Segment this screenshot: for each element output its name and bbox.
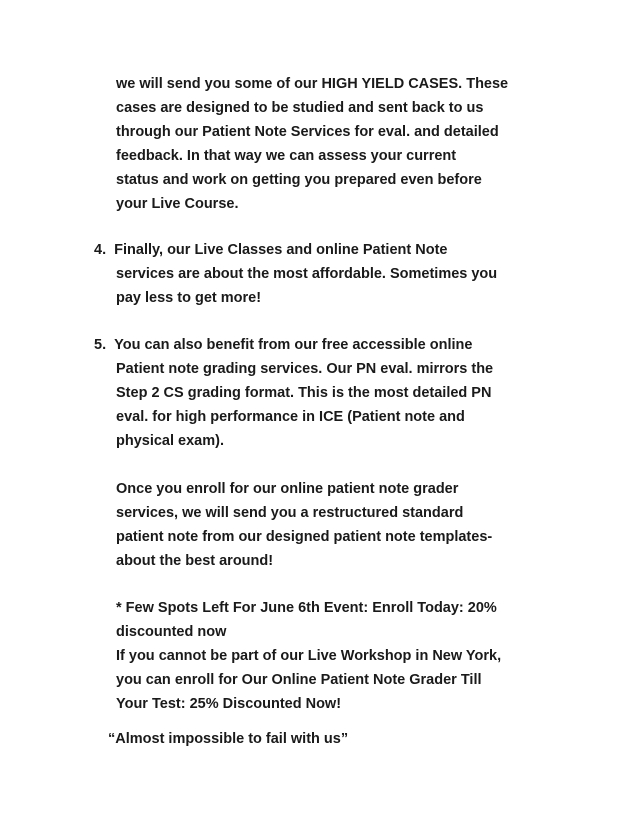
spots-line-2: discounted now [116,624,227,640]
enroll-line-3: patient note from our designed patient note templates- [116,529,493,545]
list-item-4-line-3: pay less to get more! [116,290,262,306]
spots-line-4: you can enroll for Our Online Patient Note Grader Till [116,672,482,688]
list-item-4-line-1: Finally, our Live Classes and online Patient Note [114,242,448,258]
list-item-5-line-2: Patient note grading services. Our PN eval. mirrors the [116,361,494,377]
intro-line-3: through our Patient Note Services for eval. and detailed [116,124,499,140]
spots-line-5: Your Test: 25% Discounted Now! [116,696,342,712]
enroll-line-1: Once you enroll for our online patient note grader [116,481,459,497]
list-item-5 [94,333,584,453]
list-item-4-line-2: services are about the most affordable. Sometimes you [116,266,498,282]
closing-quote [108,727,508,751]
spots-paragraph [116,596,586,716]
list-item-5-line-4: eval. for high performance in ICE (Patient note and [116,409,465,425]
enroll-paragraph [116,477,586,573]
intro-line-4: feedback. In that way we can assess your current [116,148,457,164]
intro-line-6: your Live Course. [116,196,239,212]
list-item-5-line-5: physical exam). [116,433,224,449]
list-item-5-line-3: Step 2 CS grading format. This is the most detailed PN [116,385,492,401]
intro-line-1: we will send you some of our HIGH YIELD CASES. These [116,76,509,92]
list-item-5-number: 5. [94,337,107,353]
spots-line-3: If you cannot be part of our Live Workshop in New York, [116,648,502,664]
enroll-line-2: services, we will send you a restructured standard [116,505,464,521]
intro-line-5: status and work on getting you prepared even before [116,172,482,188]
list-item-4-number: 4. [94,242,107,258]
intro-line-2: cases are designed to be studied and sent back to us [116,100,484,116]
quote-text: “Almost impossible to fail with us” [108,731,349,747]
intro-paragraph [116,72,586,216]
list-item-4 [94,238,584,310]
spots-line-1: * Few Spots Left For June 6th Event: Enroll Today: 20% [116,600,497,616]
enroll-line-4: about the best around! [116,553,274,569]
list-item-5-line-1: You can also benefit from our free accessible online [114,337,473,353]
